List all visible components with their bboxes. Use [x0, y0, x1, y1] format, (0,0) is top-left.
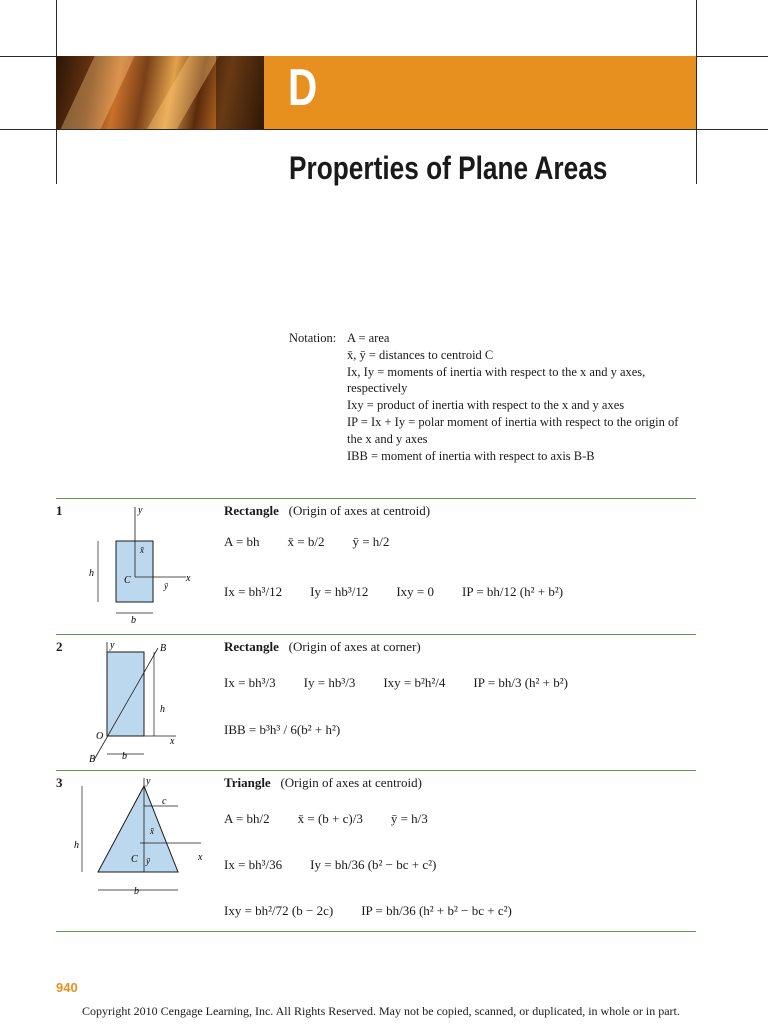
equation: ȳ = h/2 [352, 534, 390, 549]
case-number: 1 [56, 503, 63, 518]
dim-label-b: b [134, 886, 139, 897]
equation: Ix = bh³/3 [224, 675, 276, 690]
equation: IP = bh/3 (h² + b²) [473, 675, 568, 690]
equation: A = bh [224, 534, 260, 549]
dim-label-c: c [162, 796, 167, 807]
section-rule [56, 931, 696, 932]
section-rule [56, 498, 696, 499]
case-origin: (Origin of axes at centroid) [280, 775, 422, 790]
notation-line: x̄, ȳ = distances to centroid C [347, 347, 494, 362]
equation: x̄ = (b + c)/3 [297, 811, 363, 826]
rectangle-centroid-figure [86, 503, 201, 628]
equation-row [224, 534, 389, 550]
equation: Ixy = bh²/72 (b − 2c) [224, 903, 334, 918]
equation: Ix = bh³/12 [224, 584, 283, 599]
case-name: Triangle [224, 775, 271, 790]
case-heading [224, 639, 421, 655]
centroid-label: C [124, 575, 131, 586]
equation-row [224, 722, 340, 738]
notation-line: Ix, Iy = moments of inertia with respect to the x and y axes, [347, 364, 646, 379]
axis-label-x: x [170, 736, 175, 747]
equation-row [224, 903, 512, 919]
notation-line: respectively [347, 381, 408, 396]
dim-label-b: b [131, 615, 136, 626]
equation: x̄ = b/2 [287, 534, 325, 549]
triangle-centroid-figure [66, 774, 211, 898]
dim-label-h: h [160, 704, 165, 715]
axis-label-x: x [186, 573, 191, 584]
chapter-title: Properties of Plane Areas [289, 150, 608, 186]
case-number: 2 [56, 639, 63, 654]
banner-photo [56, 56, 264, 129]
equation: IP = bh/36 (h² + b² − bc + c²) [361, 903, 512, 918]
notation-line: A = area [347, 331, 390, 345]
equation: Iy = hb³/3 [303, 675, 356, 690]
origin-label: O [96, 731, 104, 742]
equation: ȳ = h/3 [390, 811, 428, 826]
axis-label-B-bottom: B [89, 754, 96, 765]
dim-label-b: b [122, 751, 127, 762]
axis-label-y: y [110, 640, 115, 651]
case-heading [224, 503, 430, 519]
section-rule [56, 770, 696, 771]
copyright-notice: Copyright 2010 Cengage Learning, Inc. All Rights Reserved. May not be copied, scanned, or duplicated, in whole or in part. [82, 1004, 680, 1018]
dim-label-h: h [89, 568, 94, 579]
notation-line: IP = Ix + Iy = polar moment of inertia with respect to the origin of [347, 414, 679, 429]
centroid-label: C [131, 854, 138, 865]
equation-row [224, 811, 428, 827]
equation: Iy = bh/36 (b² − bc + c²) [310, 857, 437, 872]
equation-row [224, 675, 568, 691]
section-rule [56, 634, 696, 635]
notation-label: Notation: [289, 331, 337, 345]
notation-line: Ixy = product of inertia with respect to the x and y axes [347, 398, 625, 413]
notation-line: the x and y axes [347, 431, 428, 446]
case-heading [224, 775, 422, 791]
axis-label-y: y [138, 505, 143, 516]
case-name: Rectangle [224, 639, 279, 654]
case-number: 3 [56, 775, 63, 790]
equation: Iy = hb³/12 [310, 584, 369, 599]
case-origin: (Origin of axes at corner) [288, 639, 421, 654]
equation: Ix = bh³/36 [224, 857, 283, 872]
rectangle-corner-figure [86, 638, 201, 766]
page-number: 940 [56, 980, 78, 995]
xbar-label: x̄ [140, 545, 144, 555]
equation: A = bh/2 [224, 811, 270, 826]
crop-line-bottom [0, 129, 768, 130]
equation: Ixy = b²h²/4 [383, 675, 446, 690]
notation-line: IBB = moment of inertia with respect to axis B-B [347, 448, 595, 463]
equation: Ixy = 0 [396, 584, 435, 599]
case-origin: (Origin of axes at centroid) [288, 503, 431, 518]
case-name: Rectangle [224, 503, 279, 518]
equation: IP = bh/12 (h² + b²) [462, 584, 564, 599]
xbar-label: x̄ [150, 826, 154, 836]
dim-label-h: h [74, 840, 79, 851]
equation-row [224, 857, 436, 873]
ybar-label: ȳ [164, 581, 168, 591]
axis-label-x: x [198, 852, 203, 863]
equation-row [224, 584, 563, 600]
chapter-letter: D [288, 59, 318, 117]
crop-line-right [696, 0, 697, 184]
ybar-label: ȳ [146, 856, 150, 866]
axis-label-y: y [146, 776, 151, 787]
equation: IBB = b³h³ / 6(b² + h²) [224, 722, 341, 737]
axis-label-B-top: B [160, 643, 167, 654]
